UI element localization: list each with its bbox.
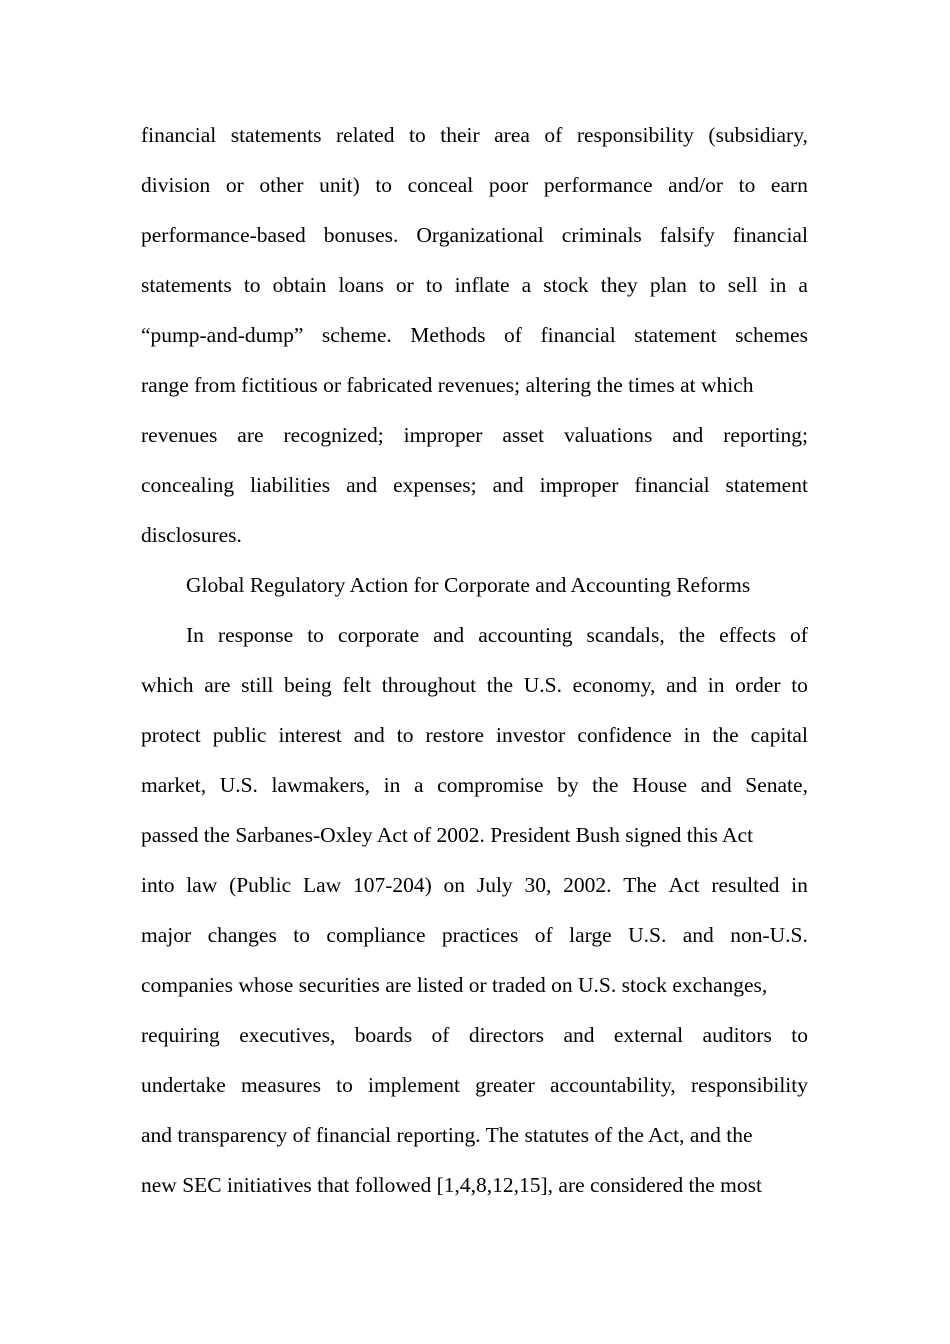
- text-word: responsibility: [690, 1073, 808, 1097]
- text-word: (subsidiary,: [708, 123, 808, 147]
- text-word: statement: [634, 323, 717, 347]
- text-word: scandals,: [586, 623, 665, 647]
- text-word: or: [225, 173, 244, 197]
- text-word: lawmakers,: [271, 773, 371, 797]
- text-word: responsibility: [576, 123, 694, 147]
- text-word: external: [613, 1023, 684, 1047]
- text-word: law: [186, 873, 218, 897]
- text-word: in: [791, 873, 808, 897]
- text-word: response: [217, 623, 294, 647]
- text-word: performance-based: [141, 223, 306, 247]
- text-line: [141, 1010, 808, 1060]
- text-word: Law: [302, 873, 342, 897]
- text-word: division: [141, 173, 211, 197]
- text-word: statements: [141, 273, 232, 297]
- text-word: greater: [475, 1073, 535, 1097]
- text-word: undertake: [141, 1073, 226, 1097]
- text-word: their: [440, 123, 480, 147]
- text-word: effects: [719, 623, 776, 647]
- text-word: to: [738, 173, 756, 197]
- text-word: bonuses.: [323, 223, 399, 247]
- text-word: the: [712, 723, 739, 747]
- text-word: inflate: [454, 273, 510, 297]
- text-word: In: [186, 623, 204, 647]
- text-line: [141, 710, 808, 760]
- text-word: directors: [468, 1023, 545, 1047]
- text-word: in: [683, 723, 701, 747]
- text-word: large: [569, 923, 612, 947]
- text-word: 107-204): [352, 873, 432, 897]
- text-line: [141, 660, 808, 710]
- text-word: poor: [488, 173, 529, 197]
- text-word: corporate: [337, 623, 420, 647]
- text-word: and: [346, 473, 378, 497]
- text-line: [141, 310, 808, 360]
- text-line: [141, 510, 808, 560]
- text-word: the: [486, 673, 514, 697]
- text-word: in: [383, 773, 401, 797]
- text-word: accountability,: [549, 1073, 676, 1097]
- text-word: changes: [207, 923, 277, 947]
- text-word: Senate,: [745, 773, 808, 797]
- text-word: still: [241, 673, 274, 697]
- text-word: performance: [543, 173, 653, 197]
- text-word: economy,: [572, 673, 656, 697]
- text-word: and: [700, 773, 732, 797]
- text-word: and/or: [668, 173, 724, 197]
- text-word: into: [141, 873, 175, 897]
- text-word: resulted: [711, 873, 780, 897]
- text-word: Act: [668, 873, 700, 897]
- text-word: restore: [425, 723, 485, 747]
- text-word: of: [789, 623, 808, 647]
- text-word: House: [632, 773, 687, 797]
- text-run: companies whose securities are listed or traded on U.S. stock exchanges,: [141, 973, 768, 997]
- text-run: new SEC initiatives that followed [1,4,8,12,15], are considered the most: [141, 1173, 762, 1197]
- text-word: schemes: [735, 323, 808, 347]
- text-word: accounting: [478, 623, 573, 647]
- text-line: [141, 760, 808, 810]
- text-word: requiring: [141, 1023, 220, 1047]
- text-word: loans: [338, 273, 384, 297]
- text-line: [141, 1110, 808, 1160]
- text-line: [141, 1160, 808, 1210]
- text-word: auditors: [702, 1023, 772, 1047]
- text-word: criminals: [561, 223, 642, 247]
- text-word: improper: [403, 423, 483, 447]
- text-word: stock: [543, 273, 589, 297]
- text-line: [141, 560, 808, 610]
- text-word: 2002.: [563, 873, 612, 897]
- text-word: a: [798, 273, 808, 297]
- text-word: sell: [727, 273, 758, 297]
- text-word: unit): [319, 173, 360, 197]
- text-word: confidence: [577, 723, 672, 747]
- text-word: Organizational: [416, 223, 544, 247]
- text-word: improper: [539, 473, 619, 497]
- text-word: market,: [141, 773, 207, 797]
- text-word: asset: [502, 423, 545, 447]
- text-word: in: [707, 673, 725, 697]
- text-word: liabilities: [250, 473, 331, 497]
- text-line: [141, 1060, 808, 1110]
- text-word: a: [414, 773, 424, 797]
- text-word: public: [212, 723, 267, 747]
- text-word: a: [521, 273, 532, 297]
- text-word: U.S.: [628, 923, 667, 947]
- text-word: are: [237, 423, 264, 447]
- text-word: U.S.: [219, 773, 258, 797]
- text-word: July: [476, 873, 513, 897]
- text-line: [141, 410, 808, 460]
- text-word: to: [408, 123, 426, 147]
- text-word: being: [284, 673, 332, 697]
- text-line: [141, 860, 808, 910]
- text-word: 30,: [524, 873, 552, 897]
- text-line: [141, 960, 808, 1010]
- text-word: conceal: [407, 173, 474, 197]
- text-word: of: [544, 123, 563, 147]
- text-run: range from fictitious or fabricated revenues; altering the times at which: [141, 373, 754, 397]
- text-line: [141, 910, 808, 960]
- text-word: and: [433, 623, 465, 647]
- text-word: “pump-and-dump”: [141, 323, 304, 347]
- text-word: and: [682, 923, 714, 947]
- text-line: [141, 610, 808, 660]
- text-word: capital: [750, 723, 808, 747]
- text-word: to: [396, 723, 414, 747]
- text-word: which: [141, 673, 194, 697]
- text-word: obtain: [272, 273, 327, 297]
- text-word: to: [293, 923, 310, 947]
- text-word: throughout: [381, 673, 477, 697]
- text-word: to: [698, 273, 716, 297]
- body-text-column: [141, 110, 808, 1210]
- text-word: implement: [368, 1073, 460, 1097]
- text-word: valuations: [564, 423, 653, 447]
- text-word: falsify: [659, 223, 715, 247]
- text-word: practices: [441, 923, 519, 947]
- text-run: and transparency of financial reporting. The statutes of the Act, and the: [141, 1123, 753, 1147]
- text-word: area: [494, 123, 530, 147]
- text-word: scheme.: [321, 323, 392, 347]
- text-word: non-U.S.: [730, 923, 808, 947]
- text-word: boards: [354, 1023, 413, 1047]
- text-word: they: [600, 273, 638, 297]
- text-word: related: [335, 123, 395, 147]
- text-word: recognized;: [283, 423, 384, 447]
- text-word: order: [735, 673, 781, 697]
- text-word: compromise: [437, 773, 544, 797]
- text-word: to: [425, 273, 443, 297]
- text-word: financial: [634, 473, 710, 497]
- text-word: statements: [230, 123, 322, 147]
- text-word: Methods: [410, 323, 486, 347]
- text-word: The: [623, 873, 657, 897]
- text-word: financial: [732, 223, 808, 247]
- text-word: other: [259, 173, 304, 197]
- text-word: or: [395, 273, 414, 297]
- text-word: of: [534, 923, 553, 947]
- text-line: [141, 810, 808, 860]
- text-word: felt: [342, 673, 372, 697]
- text-word: of: [504, 323, 522, 347]
- text-word: concealing: [141, 473, 235, 497]
- text-run: passed the Sarbanes-Oxley Act of 2002. President Bush signed this Act: [141, 823, 754, 847]
- text-word: compliance: [326, 923, 426, 947]
- text-word: reporting;: [723, 423, 808, 447]
- text-word: expenses;: [393, 473, 477, 497]
- text-word: to: [375, 173, 393, 197]
- text-word: (Public: [229, 873, 292, 897]
- text-word: revenues: [141, 423, 218, 447]
- text-line: [141, 110, 808, 160]
- text-word: to: [791, 1023, 808, 1047]
- text-word: protect: [141, 723, 201, 747]
- text-line: [141, 160, 808, 210]
- text-word: investor: [496, 723, 566, 747]
- text-word: U.S.: [523, 673, 562, 697]
- text-word: and: [563, 1023, 595, 1047]
- text-word: of: [431, 1023, 450, 1047]
- text-word: to: [791, 673, 808, 697]
- text-word: major: [141, 923, 192, 947]
- text-word: the: [678, 623, 706, 647]
- text-word: plan: [649, 273, 687, 297]
- text-word: and: [672, 423, 704, 447]
- text-word: the: [592, 773, 619, 797]
- text-word: to: [307, 623, 324, 647]
- text-line: [141, 260, 808, 310]
- text-word: and: [666, 673, 698, 697]
- text-word: statement: [725, 473, 808, 497]
- section-heading: Global Regulatory Action for Corporate and Accounting Reforms: [186, 573, 751, 597]
- text-word: are: [204, 673, 231, 697]
- text-word: to: [243, 273, 261, 297]
- text-line: [141, 210, 808, 260]
- text-word: and: [492, 473, 524, 497]
- text-word: measures: [240, 1073, 321, 1097]
- text-line: [141, 460, 808, 510]
- text-word: to: [336, 1073, 353, 1097]
- text-word: earn: [770, 173, 808, 197]
- text-word: and: [353, 723, 385, 747]
- text-word: on: [443, 873, 466, 897]
- text-word: in: [769, 273, 787, 297]
- text-word: financial: [141, 123, 217, 147]
- text-word: by: [557, 773, 579, 797]
- text-word: executives,: [239, 1023, 336, 1047]
- text-line: [141, 360, 808, 410]
- text-run: disclosures.: [141, 523, 242, 547]
- text-word: financial: [540, 323, 616, 347]
- text-word: interest: [278, 723, 342, 747]
